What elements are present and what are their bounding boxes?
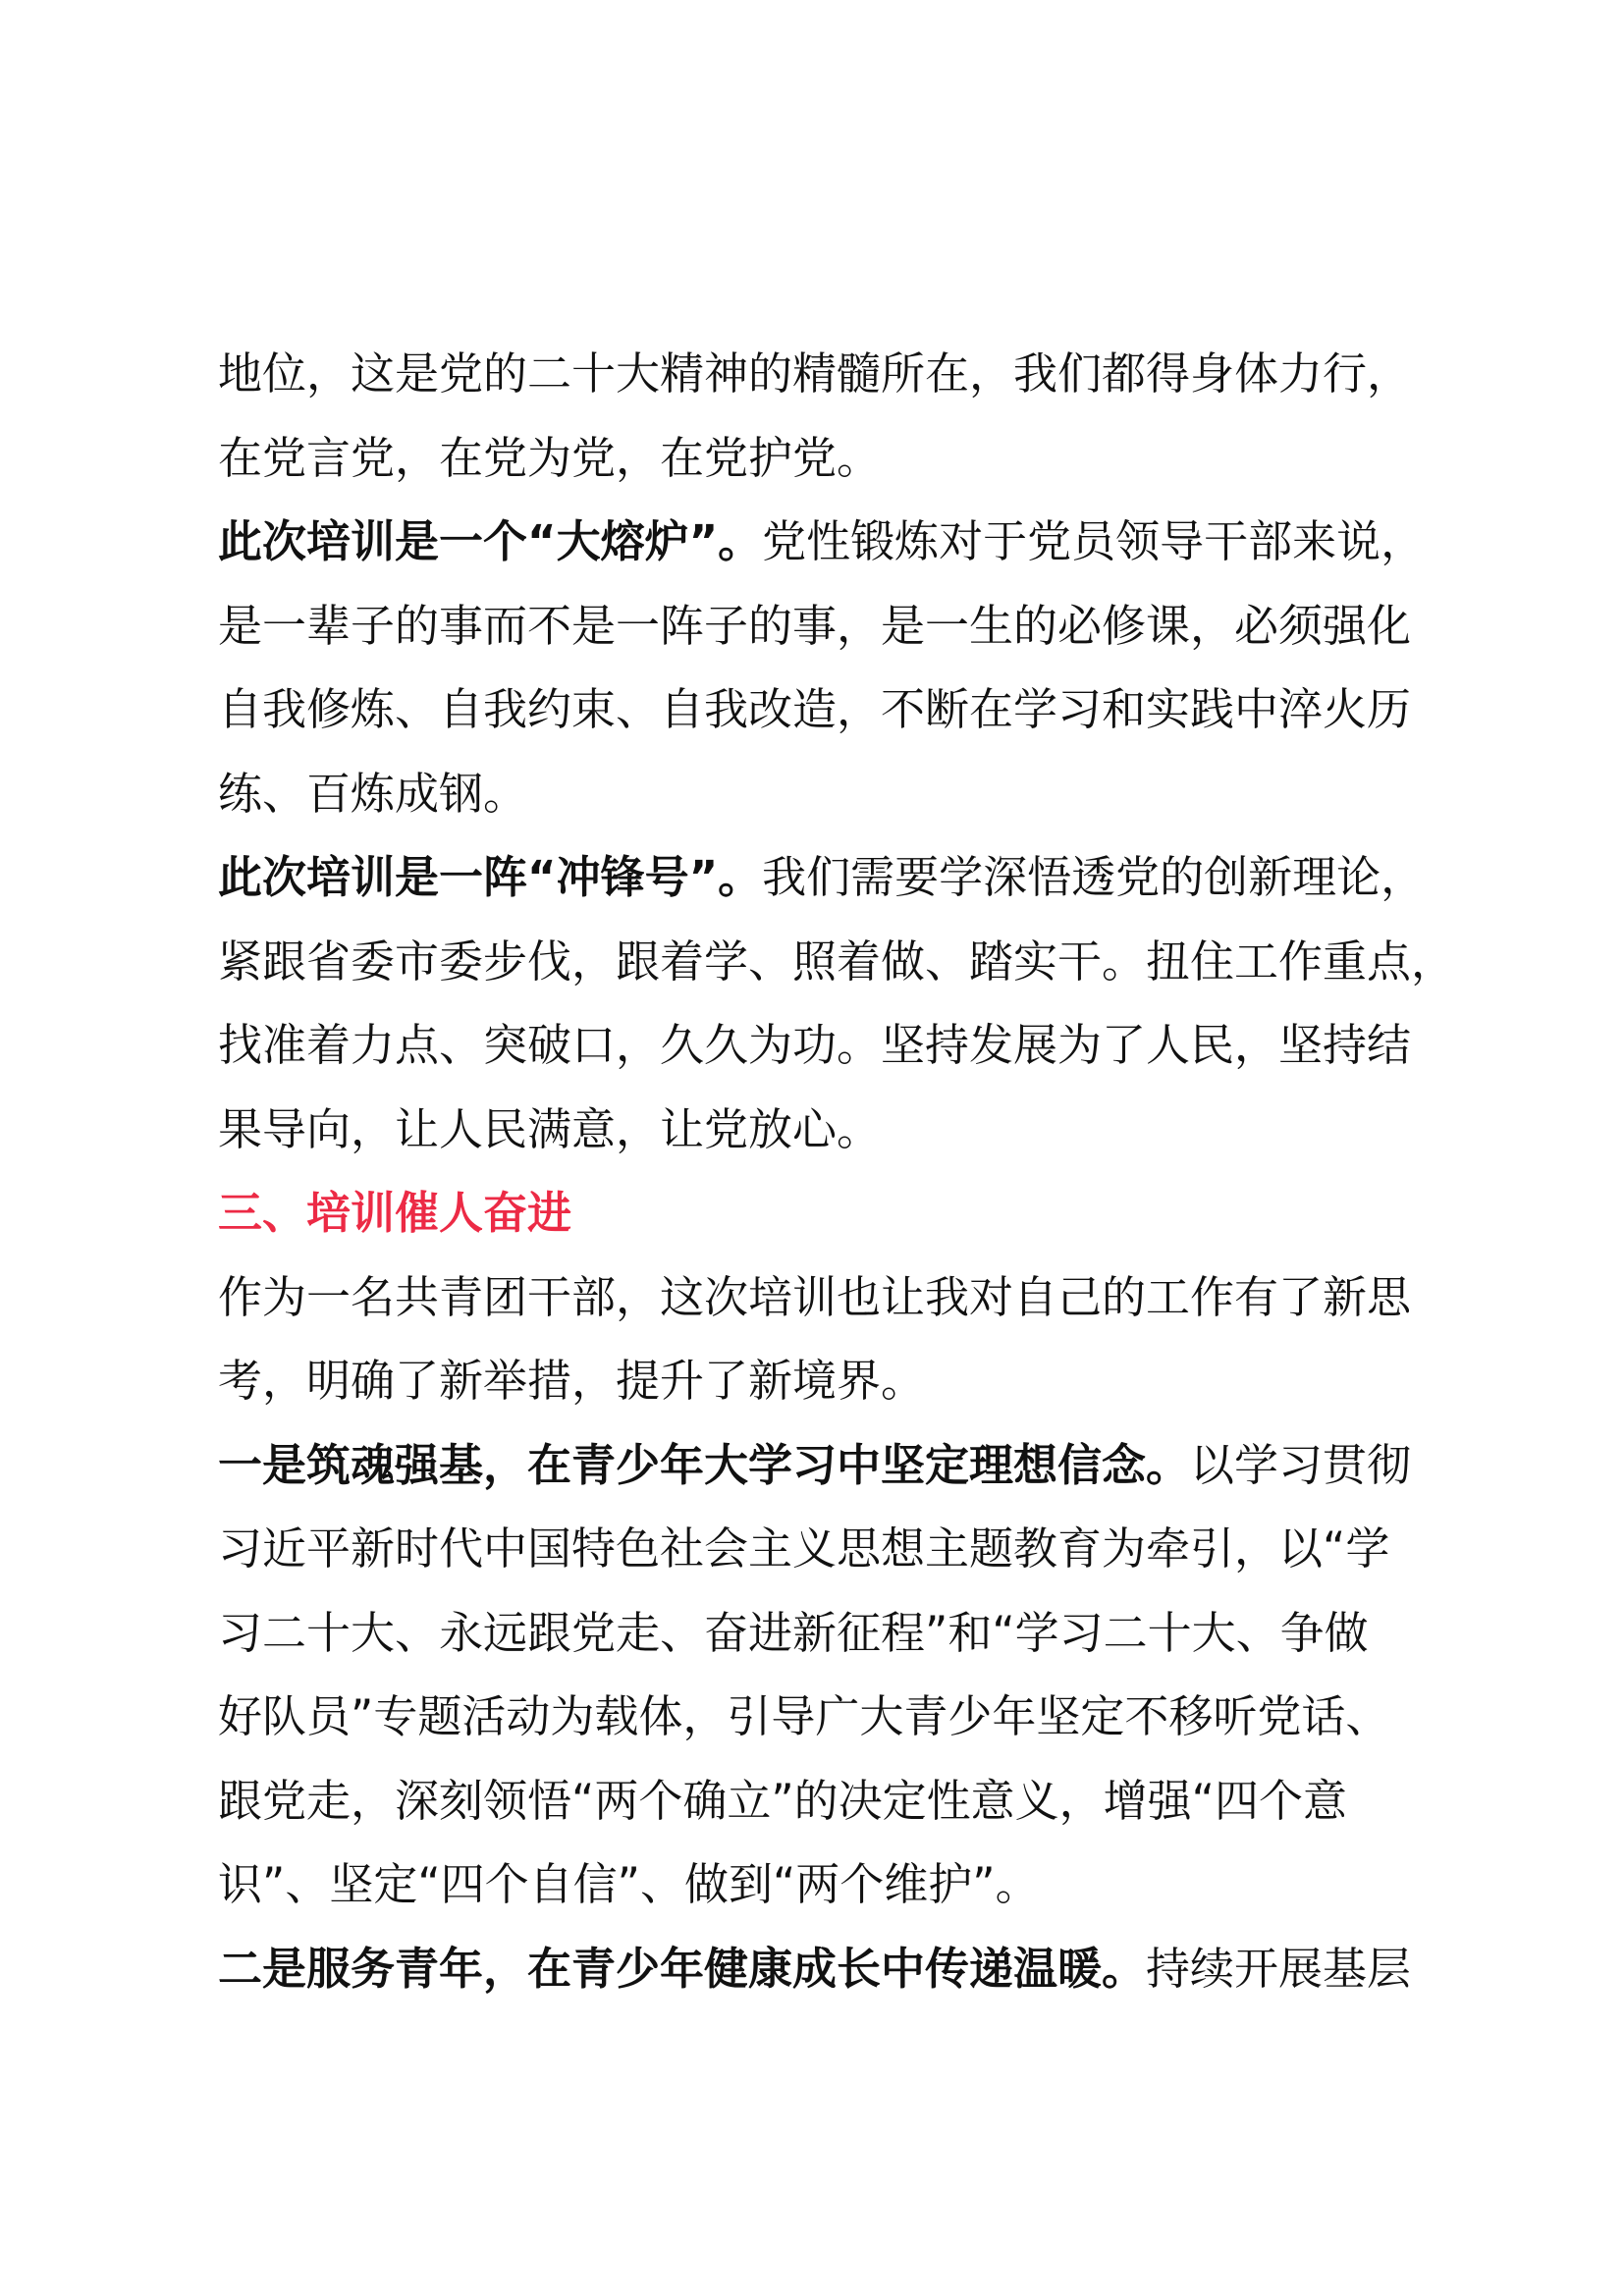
body-text: 地位，这是党的二十大精神的精髓所在，我们都得身体力行，: [218, 347, 1412, 400]
text-line: [218, 1339, 1426, 1423]
text-line: [218, 1675, 1426, 1759]
text-line: [218, 835, 1426, 920]
text-line: [218, 920, 1456, 1004]
text-line: [218, 1088, 1426, 1172]
bold-lead-phrase: 一是筑魂强基，在青少年大学习中坚定理想信念。: [218, 1438, 1191, 1491]
text-line: [218, 1927, 1426, 2011]
text-line: [218, 500, 1426, 584]
text-line: [218, 1507, 1426, 1591]
body-text: 党性锻炼对于党员领导干部来说，: [762, 515, 1426, 567]
text-line: [218, 416, 1426, 501]
text-line: [218, 1591, 1426, 1676]
section-heading-text: 三、培训催人奋进: [218, 1187, 572, 1239]
body-text: 在党言党，在党为党，在党护党。: [218, 431, 882, 484]
text-line: [218, 1255, 1426, 1340]
body-text: 是一辈子的事而不是一阵子的事，是一生的必修课，必须强化: [218, 599, 1412, 652]
body-text: 习二十大、永远跟党走、奋进新征程”和“学习二十大、争做: [218, 1606, 1369, 1659]
body-text: 识”、坚定“四个自信”、做到“两个维护”。: [218, 1858, 1040, 1910]
text-line: [218, 584, 1426, 668]
text-line: [218, 1759, 1426, 1843]
body-text: 好队员”专题活动为载体，引导广大青少年坚定不移听党话、: [218, 1690, 1390, 1742]
body-text: 持续开展基层: [1146, 1942, 1412, 1995]
body-text: 跟党走，深刻领悟“两个确立”的决定性意义，增强“四个意: [218, 1774, 1347, 1827]
body-text: 果导向，让人民满意，让党放心。: [218, 1102, 882, 1155]
bold-lead-phrase: 二是服务青年，在青少年健康成长中传递温暖。: [218, 1942, 1147, 1995]
body-text: 练、百炼成钢。: [218, 767, 528, 820]
body-text: 紧跟省委市委步伐，跟着学、照着做、踏实干。扭住工作重点，: [218, 934, 1456, 988]
body-text: 以学习贯彻: [1190, 1438, 1412, 1491]
text-line: [218, 1423, 1426, 1508]
body-text: 找准着力点、突破口，久久为功。坚持发展为了人民，坚持结: [218, 1019, 1412, 1071]
text-line: [218, 667, 1426, 752]
body-text: 我们需要学深悟透党的创新理论，: [762, 851, 1426, 903]
section-heading: [218, 1171, 1426, 1255]
body-text: 考，明确了新举措，提升了新境界。: [218, 1355, 926, 1407]
body-text: 习近平新时代中国特色社会主义思想主题教育为牵引，以“学: [218, 1522, 1390, 1575]
bold-lead-phrase: 此次培训是一个“大熔炉”。: [218, 515, 763, 567]
body-text: 自我修炼、自我约束、自我改造，不断在学习和实践中淬火历: [218, 683, 1412, 735]
bold-lead-phrase: 此次培训是一阵“冲锋号”。: [218, 851, 763, 903]
text-line: [218, 1842, 1426, 1927]
document-body: [218, 332, 1456, 2010]
body-text: 作为一名共青团干部，这次培训也让我对自己的工作有了新思: [218, 1270, 1412, 1323]
text-line: [218, 752, 1426, 836]
text-line: [218, 1003, 1426, 1088]
text-line: [218, 332, 1426, 416]
